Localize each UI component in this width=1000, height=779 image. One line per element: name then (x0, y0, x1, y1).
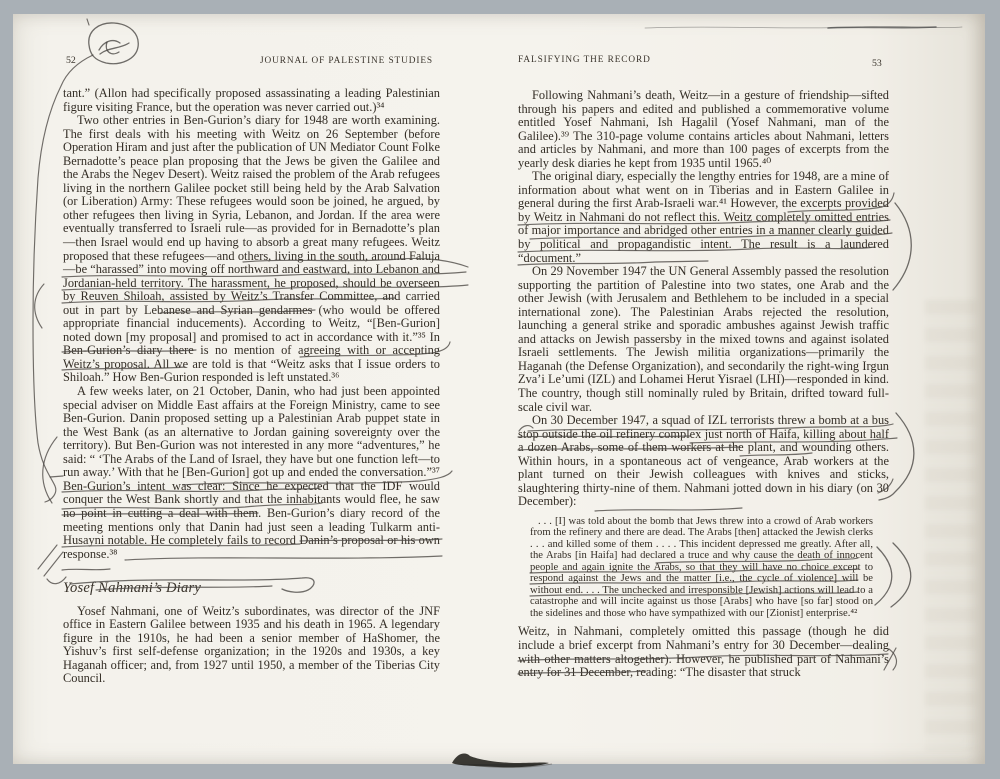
right-page-text (518, 89, 889, 680)
paragraph: A few weeks later, on 21 October, Danin, who had just been appointed special adviser on Middle East affairs at the Foreign Ministry, came to see Ben-Gurion. Danin proposed setting up a Palestinian Arab puppet state in the West Bank (as an alternative to Jordan gaining sovereignty over the territory). But Ben-Gurion was not interested in any more “adventures,” he said: “ ‘The Arabs of the Land of Israel, they have but one function left—to run away.’ With that he [Ben-Gurion] got up and ended the conversation.”³⁷ Ben-Gurion’s intent was clear: Since he expected that the IDF would conquer the West Bank shortly and that the inhabitants would flee, he saw no point in cutting a deal with them. Ben-Gurion’s diary record of the meeting mentions only that Danin had just seen a leading Tulkarm anti-Husayni notable. He completely fails to record Danin’s proposal or his own response.³⁸ (63, 384, 440, 561)
left-page-number: 52 (66, 55, 76, 66)
paragraph: Following Nahmani’s death, Weitz—in a gesture of friendship—sifted through his papers and edited and published a commemorative volume entitled Yosef Nahmani, Ish Hagalil (Yosef Nahmani, man of the Galilee).³⁹ The 310-page volume contains articles about Nahmani, letters and articles by Nahmani, and more than 100 pages of excerpts from the yearly desk diaries he kept from 1935 until 1965.⁴⁰ (518, 88, 889, 170)
paragraph: On 30 December 1947, a squad of IZL terrorists threw a bomb at a bus stop outside the oil refinery complex just north of Haifa, killing about half a dozen Arabs, some of them workers at the plant, and wounding others. Within hours, in a spontaneous act of vengeance, Arab workers at the plant turned on their Jewish colleagues with knives and sticks, slaughtering thirty-nine of them. Nahmani jotted down in his diary (on 30 December): (518, 413, 889, 509)
left-running-header: JOURNAL OF PALESTINE STUDIES (259, 56, 433, 66)
right-running-header: FALSIFYING THE RECORD (518, 55, 651, 65)
paragraph: The original diary, especially the lengthy entries for 1948, are a mine of information about what went on in Tiberias and in Eastern Galilee in general during the first Arab-Israeli war.⁴¹ However, the excerpts provided by Weitz in Nahmani do not reflect this. Weitz completely omitted entries of major importance and abridged other entries in a manner clearly guided by political and propagandistic intent. The result is a laundered “document.” (518, 169, 889, 265)
block-quote: . . . [I] was told about the bomb that Jews threw into a crowd of Arab workers from the refinery and there are dead. The Arabs [then] attacked the Jewish clerks . . . and killed some of them . . . . This incident depressed me greatly. After all, the Arabs [in Haifa] had declared a truce and why cause the death of innocent people and again ignite the Arabs, so that they will have no choice except to respond against the Jews and the matter [i.e., the cycle of violence] will be without end. . . . The unchecked and irresponsible [Jewish] actions will lead to a catastrophe and will incite against us those [Arabs] who have [so far] stood on the sidelines and those who have sympathized with our [Zionist] enterprise.⁴² (530, 515, 873, 619)
paragraph: Weitz, in Nahmani, completely omitted this passage (though he did include a brief excerpt from Nahmani’s entry for 30 December—dealing with other matters altogether). However, he published part of Nahmani’s entry for 31 December, reading: “The disaster that struck (518, 624, 889, 680)
left-page-text (63, 87, 440, 686)
paragraph: tant.” (Allon had specifically proposed assassinating a leading Palestinian figure visiting France, but the operation was never carried out.)³⁴ (63, 86, 440, 114)
section-heading: Yosef Nahmani’s Diary (63, 580, 202, 597)
paragraph: Two other entries in Ben-Gurion’s diary for 1948 are worth examining. The first deals with his meeting with Weitz on 26 September (before Operation Hiram and just after the publication of UN Mediator Count Folke Bernadotte’s peace plan proposing that the Jews be given the Galilee and the Arabs the Negev Desert). Weitz raised the problem of the Arab refugees living in the northern Galilee pocket still being held by the Arab Salvation (or Liberation) Army: These refugees would soon be joined, he argued, by other refugees then living in Syria, Lebanon, and Jordan. If the area were eventually transferred to Israeli rule—as provided for in Bernadotte’s plan—then Israel would end up having to absorb a great many refugees. Weitz proposed that these refugees—and others, living in the south, around Faluja—be “harassed” into moving off northward and eastward, into Lebanon and Jordanian-held territory. The harassment, he proposed, should be overseen by Reuven Shiloah, assisted by Weitz’s Transfer Committee, and carried out in part by Lebanese and Syrian gendarmes (who would be offered appropriate financial inducements). According to Weitz, “[Ben-Gurion] noted down [my proposal] and promised to act in accordance with it.”³⁵ In Ben-Gurion’s diary there is no mention of agreeing with or accepting Weitz’s proposal. All we are told is that “Weitz asks that I issue orders to Shiloah.” How Ben-Gurion responded is left unstated.³⁶ (63, 113, 440, 385)
right-page-number: 53 (872, 58, 882, 69)
paragraph: On 29 November 1947 the UN General Assembly passed the resolution supporting the partition of Palestine into two states, one Arab and the other Jewish (with Jerusalem and Bethlehem to be included in a special international zone). The Palestinian Arabs rejected the resolution, launching a general strike and sporadic ambushes against Jewish traffic and attacks on Jewish passersby in the mixed towns and against isolated Israeli settlements. The Jewish militia organizations—primarily the Haganah (the Defense Organization), and secondarily the right-wing Irgun Zva’i Le’umi (IZL) and Lohamei Herut Yisrael (LHI)—responded in kind. The country, though still nominally ruled by Britain, drifted toward full-scale civil war. (518, 264, 889, 414)
paragraph: Yosef Nahmani, one of Weitz’s subordinates, was director of the JNF office in Eastern Galilee between 1935 and his death in 1965. A legendary figure in the 1910s, he had been a senior member of HaShomer, the Yishuv’s first self-defense organization; in the 1920s and 1930s, a key Haganah officer; and, from 1927 until 1950, a member of the Tiberias City Council. (63, 603, 440, 686)
page-showthrough (925, 300, 977, 750)
